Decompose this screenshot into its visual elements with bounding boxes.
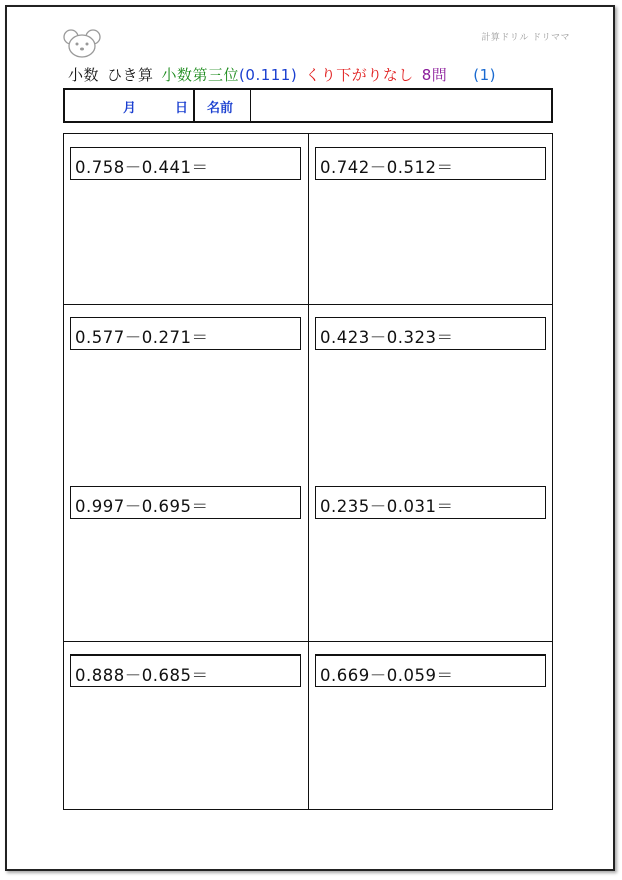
grid-divider-horizontal bbox=[64, 304, 552, 305]
title-example: (0.111) bbox=[239, 66, 298, 84]
problem-box[interactable] bbox=[315, 486, 546, 519]
mouse-logo-icon bbox=[62, 28, 102, 60]
problem-grid bbox=[63, 133, 553, 810]
problem-box[interactable] bbox=[315, 654, 546, 687]
day-label: 日 bbox=[175, 101, 189, 116]
brand-label: 計算ドリル ドリママ bbox=[481, 33, 570, 43]
problem-text: 0.669－0.059＝ bbox=[320, 666, 454, 685]
problem-text: 0.888－0.685＝ bbox=[75, 666, 209, 685]
problem-text: 0.577－0.271＝ bbox=[75, 328, 209, 347]
month-label: 月 bbox=[123, 101, 137, 116]
problem-box[interactable] bbox=[315, 317, 546, 350]
title-level: 小数第三位 bbox=[161, 66, 240, 84]
name-date-bar bbox=[63, 88, 553, 123]
problem-box[interactable] bbox=[70, 147, 301, 180]
problem-box[interactable] bbox=[70, 317, 301, 350]
grid-divider-horizontal bbox=[64, 641, 552, 642]
title-count: 8問 bbox=[421, 66, 448, 84]
worksheet-title bbox=[68, 64, 496, 85]
title-topic: 小数 bbox=[68, 66, 100, 84]
name-label-cell bbox=[195, 90, 251, 121]
name-label: 名前 bbox=[207, 101, 234, 116]
problem-text: 0.423－0.323＝ bbox=[320, 328, 454, 347]
problem-box[interactable] bbox=[315, 147, 546, 180]
problem-text: 0.235－0.031＝ bbox=[320, 497, 454, 516]
problem-text: 0.742－0.512＝ bbox=[320, 158, 454, 177]
problem-text: 0.997－0.695＝ bbox=[75, 497, 209, 516]
title-operation: ひき算 bbox=[107, 66, 154, 84]
date-field[interactable] bbox=[65, 90, 195, 121]
grid-divider-vertical bbox=[308, 134, 309, 809]
problem-box[interactable] bbox=[70, 486, 301, 519]
problem-box[interactable] bbox=[70, 654, 301, 687]
name-field[interactable] bbox=[251, 90, 551, 121]
title-condition: くり下がりなし bbox=[305, 66, 414, 84]
title-sheet-number: (1) bbox=[473, 66, 497, 84]
problem-text: 0.758－0.441＝ bbox=[75, 158, 209, 177]
